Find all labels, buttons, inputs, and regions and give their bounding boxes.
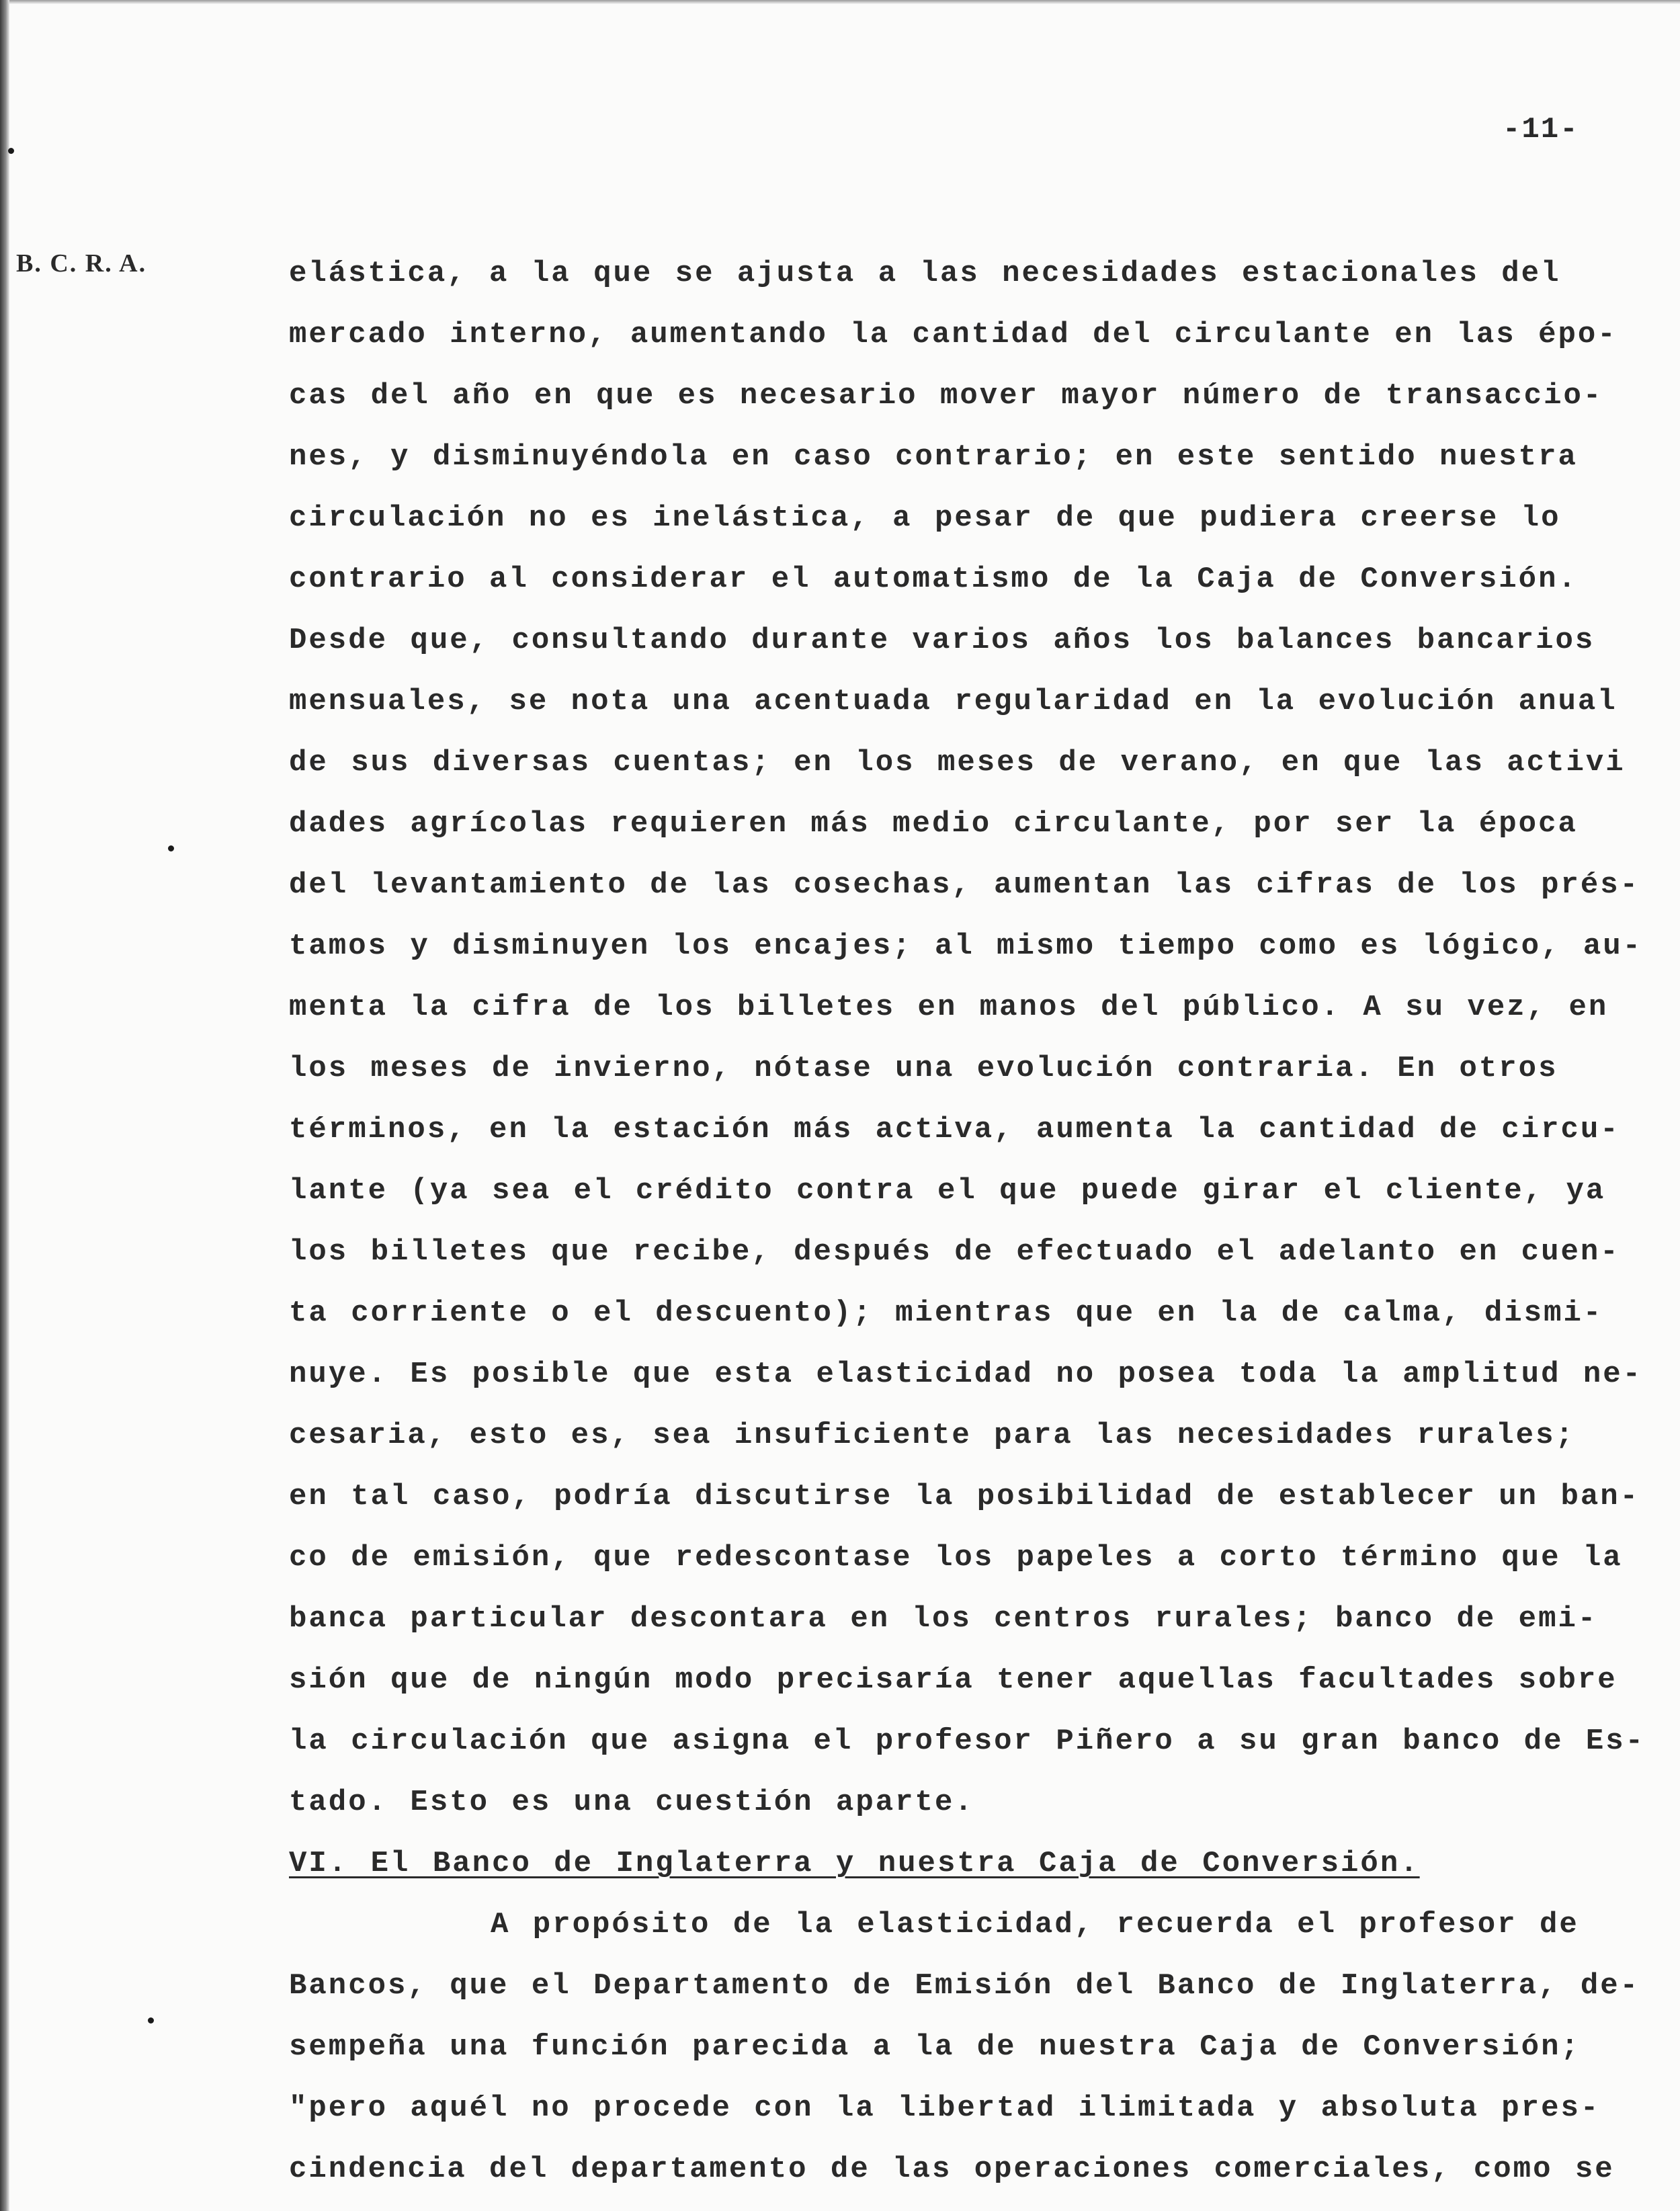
text-line: co de emisión, que redescontase los papeles a corto término que la — [289, 1541, 1623, 1575]
text-line: contrario al considerar el automatismo de la Caja de Conversión. — [289, 562, 1578, 596]
text-line: de sus diversas cuentas; en los meses de verano, en que las activi — [289, 746, 1626, 780]
text-line: banca particular descontara en los centros rurales; banco de emi- — [289, 1602, 1598, 1636]
text-line: lante (ya sea el crédito contra el que puede girar el cliente, ya — [289, 1174, 1606, 1208]
document-body — [289, 243, 1660, 2200]
text-line: A propósito de la elasticidad, recuerda el profesor de — [491, 1908, 1579, 1942]
text-line: elástica, a la que se ajusta a las necesidades estacionales del — [289, 257, 1561, 290]
text-line: los billetes que recibe, después de efectuado el adelanto en cuen- — [289, 1235, 1620, 1269]
text-line: sempeña una función parecida a la de nuestra Caja de Conversión; — [289, 2030, 1581, 2064]
text-line: Bancos, que el Departamento de Emisión del Banco de Inglaterra, de- — [289, 1969, 1640, 2003]
ink-dot-mark — [168, 845, 174, 851]
institution-stamp: B. C. R. A. — [16, 249, 147, 278]
text-line: cindencia del departamento de las operaciones comerciales, como se — [289, 2153, 1615, 2186]
text-line: menta la cifra de los billetes en manos del público. A su vez, en — [289, 991, 1609, 1024]
text-line: del levantamiento de las cosechas, aumentan las cifras de los prés- — [289, 868, 1640, 902]
text-line: cas del año en que es necesario mover mayor número de transaccio- — [289, 379, 1603, 413]
page-binding-edge — [0, 0, 9, 2211]
binding-hole-mark — [8, 148, 14, 154]
text-line: dades agrícolas requieren más medio circulante, por ser la época — [289, 807, 1578, 841]
page-number: -11- — [1503, 113, 1579, 147]
text-line: tamos y disminuyen los encajes; al mismo tiempo como es lógico, au- — [289, 929, 1643, 963]
text-line: nuye. Es posible que esta elasticidad no posea toda la amplitud ne- — [289, 1358, 1643, 1391]
text-line: ta corriente o el descuento); mientras que en la de calma, dismi- — [289, 1296, 1603, 1330]
text-line: circulación no es inelástica, a pesar de que pudiera creerse lo — [289, 501, 1561, 535]
text-line: sión que de ningún modo precisaría tener aquellas facultades sobre — [289, 1663, 1618, 1697]
text-line: nes, y disminuyéndola en caso contrario; en este sentido nuestra — [289, 440, 1578, 474]
section-heading: VI. El Banco de Inglaterra y nuestra Caja de Conversión. — [289, 1847, 1420, 1880]
text-line: tado. Esto es una cuestión aparte. — [289, 1786, 974, 1819]
text-line: Desde que, consultando durante varios años los balances bancarios — [289, 624, 1595, 657]
text-line: "pero aquél no procede con la libertad ilimitada y absoluta pres- — [289, 2091, 1601, 2125]
page-top-edge — [0, 0, 1680, 4]
text-line: en tal caso, podría discutirse la posibilidad de establecer un ban- — [289, 1480, 1640, 1513]
text-line: cesaria, esto es, sea insuficiente para las necesidades rurales; — [289, 1419, 1575, 1452]
text-line: la circulación que asigna el profesor Piñero a su gran banco de Es- — [289, 1724, 1646, 1758]
ink-dot-mark — [148, 2017, 154, 2024]
text-line: mercado interno, aumentando la cantidad del circulante en las épo- — [289, 318, 1618, 351]
text-line: términos, en la estación más activa, aumenta la cantidad de circu- — [289, 1113, 1620, 1146]
text-line: los meses de invierno, nótase una evolución contraria. En otros — [289, 1052, 1558, 1085]
text-line: mensuales, se nota una acentuada regularidad en la evolución anual — [289, 685, 1618, 718]
